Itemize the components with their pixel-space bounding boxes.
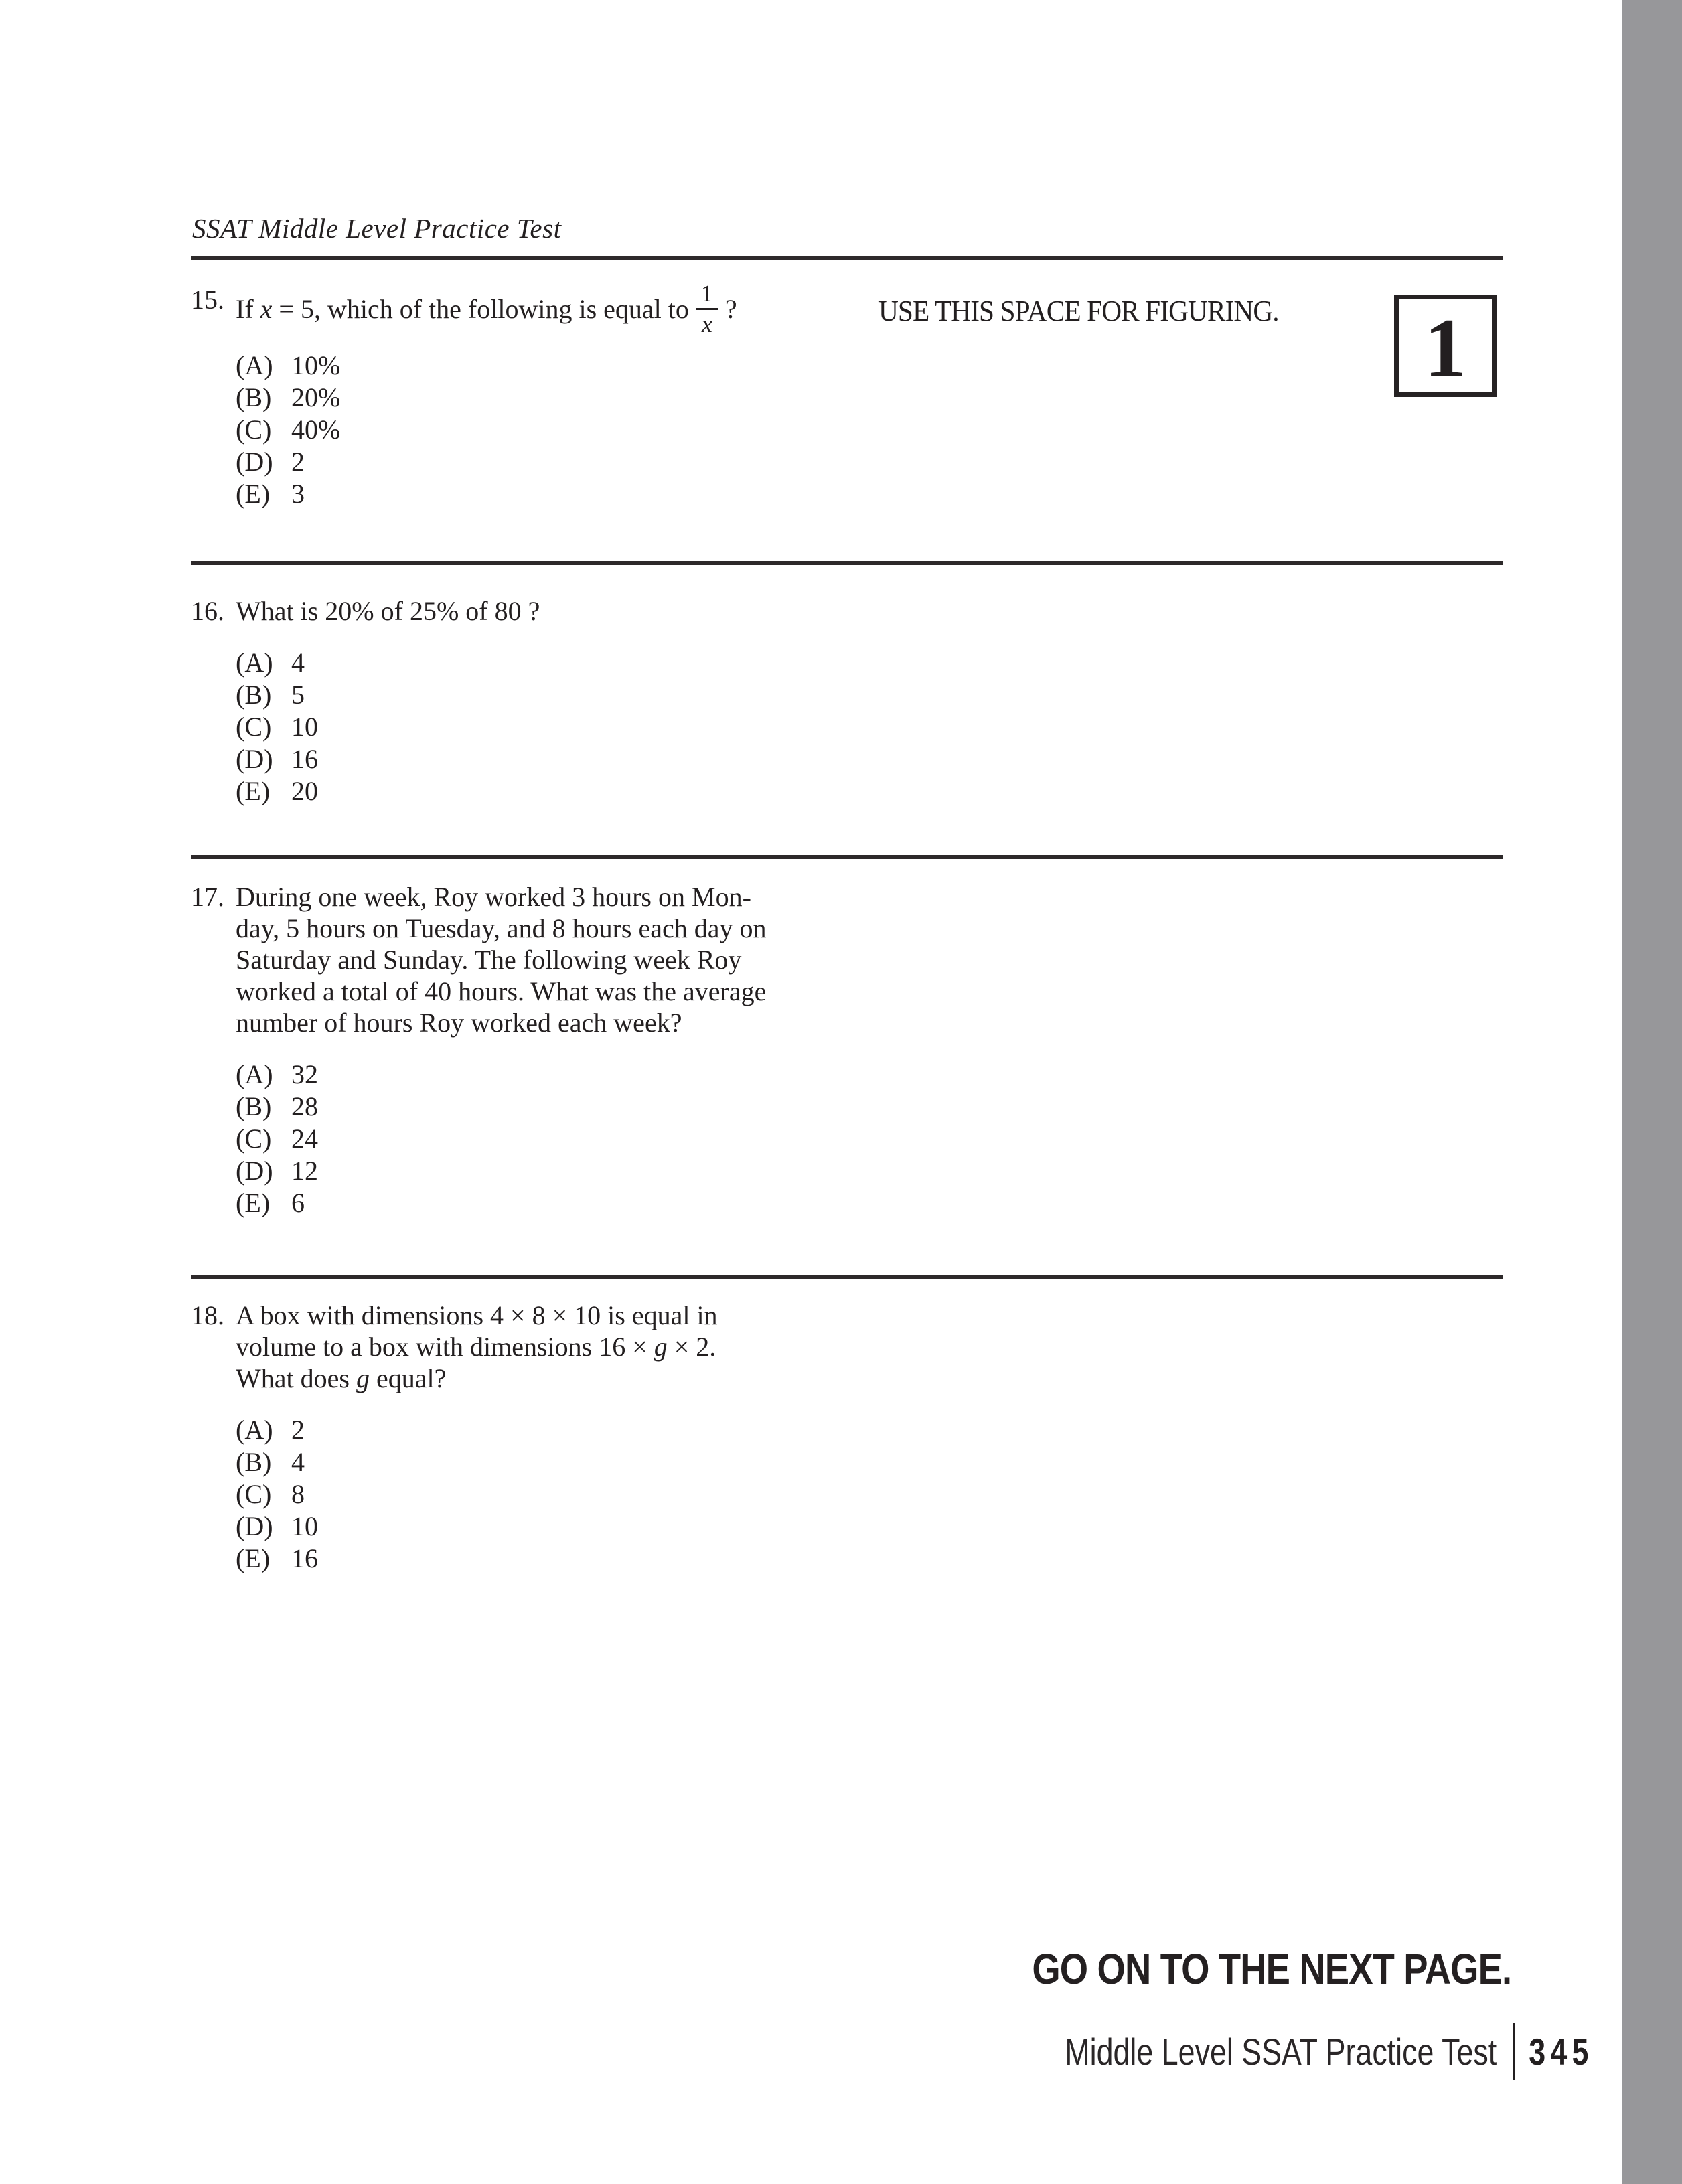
question-text-line: number of hours Roy worked each week?: [236, 1008, 682, 1038]
footer-title: Middle Level SSAT Practice Test: [1065, 2030, 1497, 2073]
choice-value: 16: [291, 1543, 318, 1573]
question-body: [236, 881, 766, 1219]
page-edge-strip: [1622, 0, 1682, 2184]
question-text-line: During one week, Roy worked 3 hours on Mon-: [236, 882, 751, 912]
choice-row: [236, 1091, 766, 1123]
choice-row: [236, 711, 540, 743]
choice-letter: (D): [236, 744, 273, 774]
footer-divider: [1513, 2023, 1515, 2080]
choice-row: [236, 1187, 766, 1219]
figuring-space-note: USE THIS SPACE FOR FIGURING.: [878, 295, 1279, 327]
question-16: [191, 595, 540, 807]
question-text-segments: If x = 5, which of the following is equal to: [236, 294, 689, 325]
question-divider-1: [191, 561, 1503, 565]
choices: [236, 349, 737, 510]
section-number-box: [1394, 295, 1497, 397]
choice-letter: (A): [236, 1415, 273, 1445]
choice-row: [236, 1543, 718, 1575]
question-mark: ?: [724, 294, 737, 325]
choice-letter: (D): [236, 1511, 273, 1541]
question-number: 17.: [191, 882, 224, 912]
question-text-line: A box with dimensions 4 × 8 × 10 is equal in: [236, 1300, 718, 1330]
question-text-line: Saturday and Sunday. The following week Roy: [236, 945, 742, 975]
choice-letter: (C): [236, 712, 272, 742]
choice-row: [236, 743, 540, 775]
question-15: [191, 280, 737, 510]
choice-letter: (D): [236, 447, 273, 477]
page-footer: [1065, 2023, 1594, 2080]
choice-value: 16: [291, 744, 318, 774]
fraction-numerator: 1: [696, 281, 718, 310]
question-body: [236, 1300, 718, 1575]
question-18: [191, 1300, 718, 1575]
choice-letter: (E): [236, 776, 271, 806]
choice-letter: (E): [236, 479, 271, 509]
choice-letter: (E): [236, 1188, 271, 1218]
question-divider-2: [191, 855, 1503, 859]
question-number: 15.: [191, 285, 224, 315]
choice-row: [236, 1478, 718, 1510]
choice-letter: (B): [236, 680, 272, 710]
choice-letter: (B): [236, 1447, 272, 1477]
choice-letter: (B): [236, 382, 272, 412]
fraction: [696, 281, 718, 337]
choice-row: [236, 414, 737, 446]
choice-value: 10: [291, 1511, 318, 1541]
choice-value: 10%: [291, 350, 341, 380]
choice-value: 20%: [291, 382, 341, 412]
choice-value: 4: [291, 647, 305, 678]
choice-letter: (C): [236, 1123, 272, 1154]
choice-row: [236, 1446, 718, 1478]
choice-value: 28: [291, 1091, 318, 1121]
question-number: 16.: [191, 596, 224, 626]
choice-letter: (C): [236, 1479, 272, 1509]
choice-value: 6: [291, 1188, 305, 1218]
choice-row: [236, 1414, 718, 1446]
running-head: SSAT Middle Level Practice Test: [192, 213, 562, 244]
question-body: [236, 595, 540, 807]
choice-letter: (A): [236, 1059, 273, 1089]
choice-letter: (E): [236, 1543, 271, 1573]
choice-row: [236, 382, 737, 414]
choice-value: 20: [291, 776, 318, 806]
question-text-line: day, 5 hours on Tuesday, and 8 hours each day on: [236, 913, 767, 943]
question-text-line: What does g equal?: [236, 1363, 447, 1393]
choice-value: 5: [291, 680, 305, 710]
choice-letter: (D): [236, 1156, 273, 1186]
choices: [236, 1414, 718, 1575]
go-on-instruction: GO ON TO THE NEXT PAGE.: [1032, 1945, 1511, 1993]
question-text: What is 20% of 25% of 80 ?: [236, 596, 540, 626]
choice-row: [236, 478, 737, 510]
choice-value: 3: [291, 479, 305, 509]
choice-row: [236, 1510, 718, 1543]
choice-row: [236, 679, 540, 711]
choice-row: [236, 1123, 766, 1155]
choices: [236, 647, 540, 807]
choice-value: 2: [291, 1415, 305, 1445]
question-text-line: volume to a box with dimensions 16 × g × 2.: [236, 1332, 716, 1362]
page-number: 345: [1529, 2030, 1594, 2073]
choice-letter: (B): [236, 1091, 272, 1121]
choice-row: [236, 647, 540, 679]
choice-value: 2: [291, 447, 305, 477]
choice-letter: (A): [236, 350, 273, 380]
question-divider-3: [191, 1275, 1503, 1279]
choice-letter: (A): [236, 647, 273, 678]
choice-value: 4: [291, 1447, 305, 1477]
choice-value: 8: [291, 1479, 305, 1509]
choice-row: [236, 1059, 766, 1091]
choice-letter: (C): [236, 414, 272, 445]
header-rule: [191, 256, 1503, 260]
choice-value: 12: [291, 1156, 318, 1186]
question-body: [236, 280, 737, 510]
question-text-line: worked a total of 40 hours. What was the average: [236, 976, 767, 1006]
choice-row: [236, 1155, 766, 1187]
choices: [236, 1059, 766, 1219]
question-text: [236, 280, 737, 340]
choice-value: 40%: [291, 414, 341, 445]
question-number: 18.: [191, 1300, 224, 1330]
choice-value: 10: [291, 712, 318, 742]
choice-value: 32: [291, 1059, 318, 1089]
choice-row: [236, 775, 540, 807]
section-number: 1: [1424, 301, 1466, 395]
fraction-denominator: x: [701, 311, 712, 337]
choice-row: [236, 446, 737, 478]
choice-value: 24: [291, 1123, 318, 1154]
choice-row: [236, 349, 737, 382]
question-17: [191, 881, 766, 1219]
